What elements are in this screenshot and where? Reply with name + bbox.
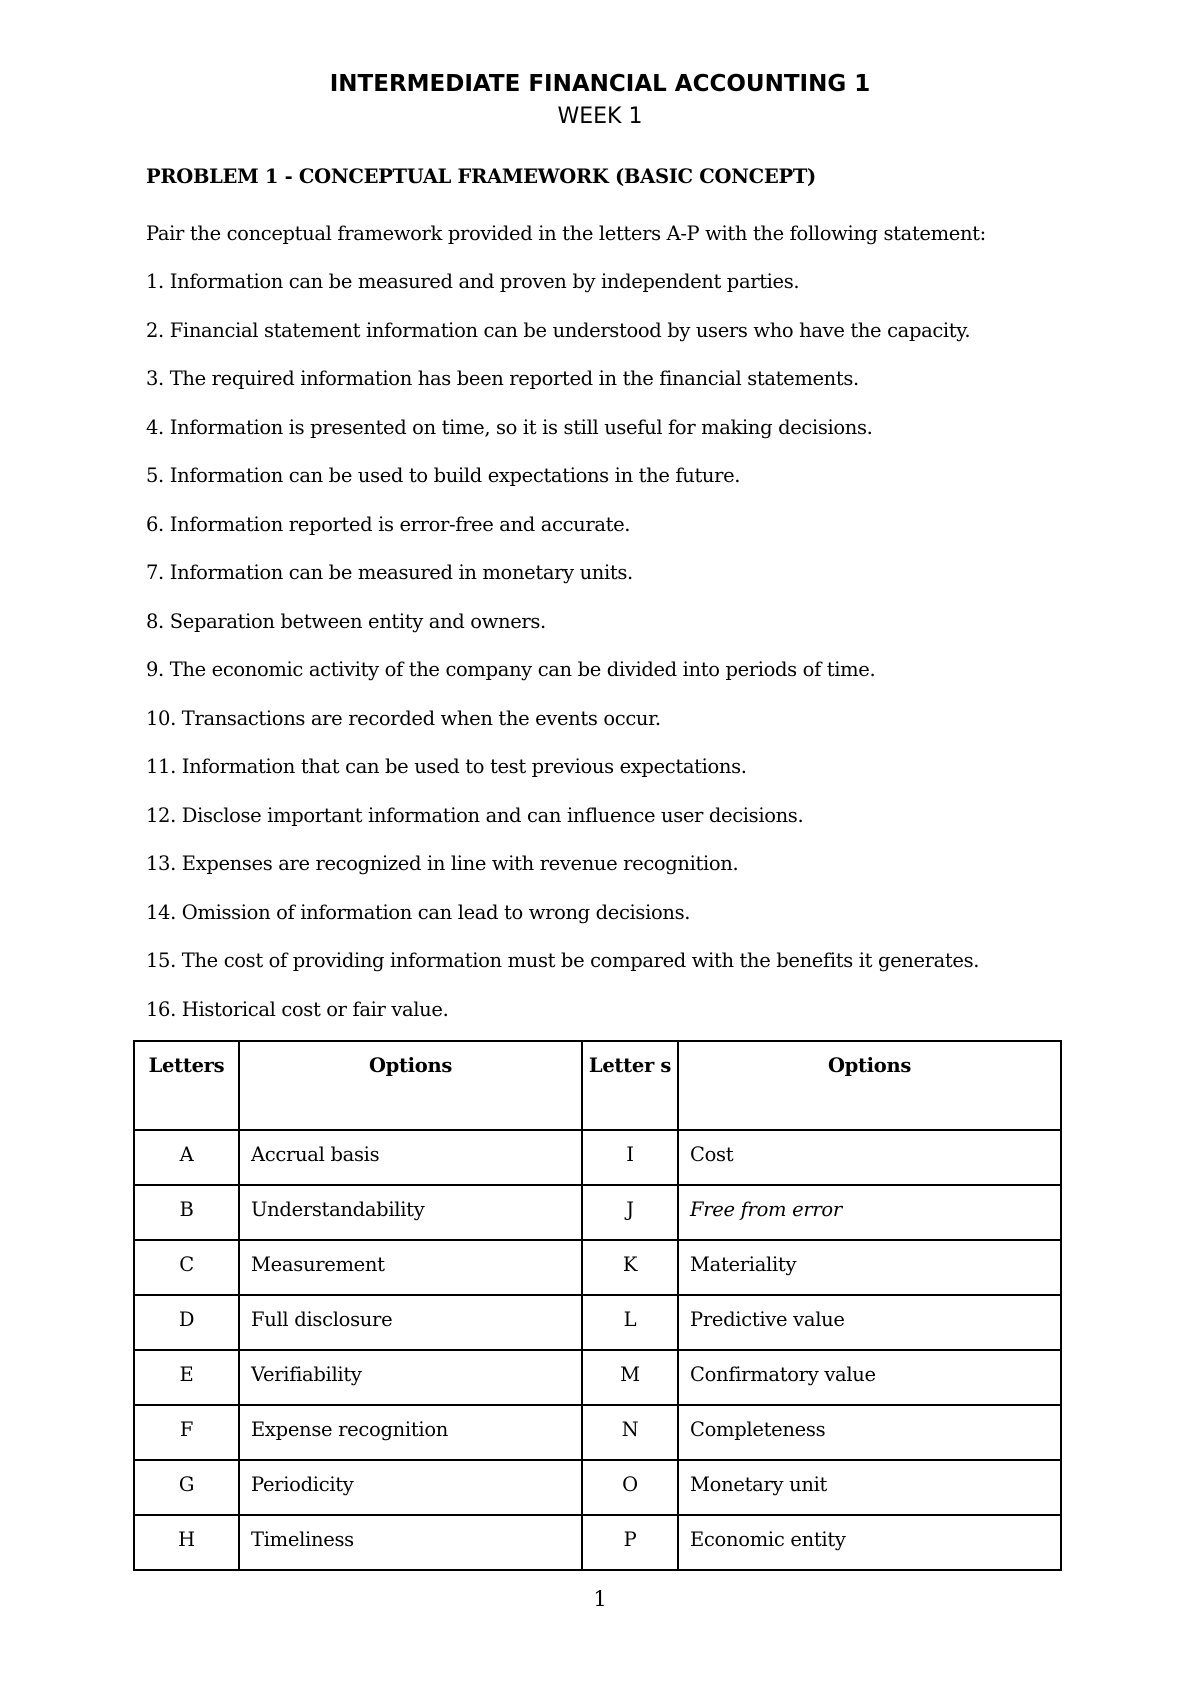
- option-cell: Periodicity: [239, 1460, 582, 1515]
- letter-cell: H: [134, 1515, 239, 1570]
- letter-cell: D: [134, 1295, 239, 1350]
- option-cell: Predictive value: [678, 1295, 1061, 1350]
- problem-instruction: Pair the conceptual framework provided in the letters A-P with the following statement:: [146, 222, 986, 245]
- option-cell: Accrual basis: [239, 1130, 582, 1185]
- table-row: [134, 1240, 1061, 1295]
- statement-item: 8. Separation between entity and owners.: [146, 609, 546, 633]
- letter-cell: G: [134, 1460, 239, 1515]
- header-letters-left: Letters: [134, 1041, 239, 1130]
- letter-cell: E: [134, 1350, 239, 1405]
- header-letters-right: Letter s: [582, 1041, 678, 1130]
- statement-item: 15. The cost of providing information must be compared with the benefits it generates.: [146, 949, 980, 972]
- letter-cell: C: [134, 1240, 239, 1295]
- letter-cell: K: [582, 1240, 678, 1295]
- option-cell: Timeliness: [239, 1515, 582, 1570]
- statement-item: 16. Historical cost or fair value.: [146, 997, 449, 1021]
- letter-cell: N: [582, 1405, 678, 1460]
- letter-cell: O: [582, 1460, 678, 1515]
- option-cell: Monetary unit: [678, 1460, 1061, 1515]
- week-label: WEEK 1: [557, 104, 643, 129]
- option-cell: Cost: [678, 1130, 1061, 1185]
- table-row: [134, 1515, 1061, 1570]
- document-title: INTERMEDIATE FINANCIAL ACCOUNTING 1: [329, 71, 871, 97]
- header-options-right: Options: [678, 1041, 1061, 1130]
- statement-item: 6. Information reported is error-free and accurate.: [146, 512, 631, 536]
- statement-item: 3. The required information has been reported in the financial statements.: [146, 367, 859, 390]
- statement-item: 12. Disclose important information and can influence user decisions.: [146, 803, 804, 827]
- option-cell: Understandability: [239, 1185, 582, 1240]
- option-cell: Measurement: [239, 1240, 582, 1295]
- statement-item: 4. Information is presented on time, so it is still useful for making decisions.: [146, 415, 873, 439]
- options-table: [133, 1040, 1062, 1571]
- letter-cell: F: [134, 1405, 239, 1460]
- statement-item: 10. Transactions are recorded when the events occur.: [146, 706, 661, 730]
- option-cell: Expense recognition: [239, 1405, 582, 1460]
- statement-item: 14. Omission of information can lead to wrong decisions.: [146, 900, 691, 924]
- option-cell: Materiality: [678, 1240, 1061, 1295]
- table-row: [134, 1130, 1061, 1185]
- statement-item: 13. Expenses are recognized in line with revenue recognition.: [146, 852, 739, 875]
- option-cell: Completeness: [678, 1405, 1061, 1460]
- letter-cell: J: [582, 1185, 678, 1240]
- letter-cell: M: [582, 1350, 678, 1405]
- option-cell: Economic entity: [678, 1515, 1061, 1570]
- table-header-row: [134, 1041, 1061, 1130]
- statement-item: 5. Information can be used to build expectations in the future.: [146, 464, 741, 487]
- letter-cell: I: [582, 1130, 678, 1185]
- problem-heading: PROBLEM 1 - CONCEPTUAL FRAMEWORK (BASIC CONCEPT): [146, 165, 816, 188]
- table-row: [134, 1350, 1061, 1405]
- table-row: [134, 1185, 1061, 1240]
- letter-cell: B: [134, 1185, 239, 1240]
- header-options-left: Options: [239, 1041, 582, 1130]
- statement-item: 11. Information that can be used to test previous expectations.: [146, 755, 747, 778]
- letter-cell: L: [582, 1295, 678, 1350]
- statement-item: 7. Information can be measured in monetary units.: [146, 561, 633, 584]
- letter-cell: A: [134, 1130, 239, 1185]
- option-cell: Free from error: [678, 1185, 1061, 1240]
- page-number: 1: [593, 1587, 607, 1611]
- letter-cell: P: [582, 1515, 678, 1570]
- statement-item: 1. Information can be measured and proven by independent parties.: [146, 270, 800, 293]
- option-cell: Verifiability: [239, 1350, 582, 1405]
- table-row: [134, 1405, 1061, 1460]
- option-cell: Confirmatory value: [678, 1350, 1061, 1405]
- statement-item: 2. Financial statement information can be understood by users who have the capacity.: [146, 318, 971, 342]
- option-cell: Full disclosure: [239, 1295, 582, 1350]
- statement-list: [146, 268, 979, 1044]
- table-row: [134, 1460, 1061, 1515]
- table-row: [134, 1295, 1061, 1350]
- statement-item: 9. The economic activity of the company can be divided into periods of time.: [146, 658, 876, 681]
